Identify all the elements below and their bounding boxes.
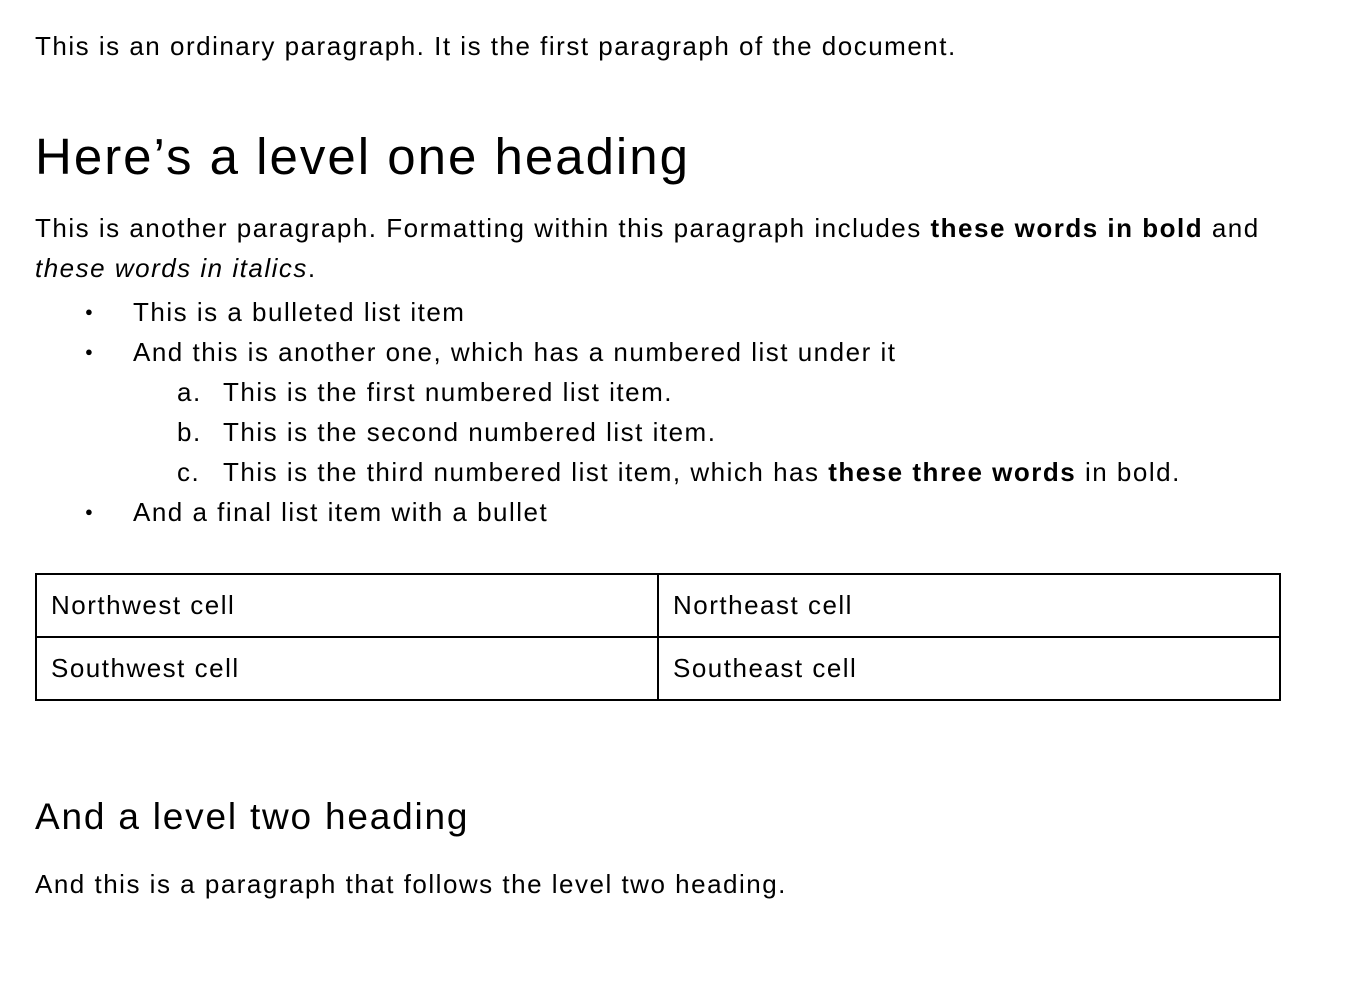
bullet-list-item [35, 292, 1320, 332]
heading-level-1: Here’s a level one heading [35, 128, 690, 185]
table-row [36, 637, 1280, 700]
text-segment-normal: and [1203, 213, 1260, 243]
paragraph-last: And this is a paragraph that follows the level two heading. [35, 869, 787, 899]
numbered-marker: b. [177, 417, 202, 447]
numbered-item-text [223, 452, 1320, 492]
text-segment-normal: . [307, 253, 317, 283]
text-segment-normal: This is a bulleted list item [133, 297, 466, 327]
numbered-item-text [223, 372, 1320, 412]
bullet-list-item [35, 332, 1320, 372]
numbered-list-item [35, 452, 1320, 492]
numbered-list-item [35, 412, 1320, 452]
numbered-item-text [223, 412, 1320, 452]
bulleted-list [35, 292, 1320, 532]
text-segment-italic: these words in italics [35, 253, 308, 283]
bullet-list-item [35, 492, 1320, 532]
table-row [36, 574, 1280, 637]
numbered-marker: a. [177, 377, 202, 407]
bullet-marker: ● [85, 504, 93, 519]
bullet-item-text [133, 292, 1320, 332]
text-segment-normal: This is the third numbered list item, which has [223, 457, 829, 487]
bullet-marker: ● [85, 344, 93, 359]
document-table [35, 573, 1281, 701]
numbered-list-item [35, 372, 1320, 412]
heading-level-2: And a level two heading [35, 796, 470, 837]
bullet-item-text [133, 492, 1320, 532]
text-segment-normal: This is another paragraph. Formatting within this paragraph includes [35, 213, 931, 243]
bullet-item-text [133, 332, 1320, 372]
text-segment-bold: these three words [828, 457, 1077, 487]
table-cell-southwest: Southwest cell [36, 637, 658, 700]
text-segment-normal: This is the first numbered list item. [223, 377, 673, 407]
table-cell-southeast: Southeast cell [658, 637, 1280, 700]
paragraph-first: This is an ordinary paragraph. It is the first paragraph of the document. [35, 31, 957, 61]
paragraph-formatted [35, 208, 1285, 288]
table-cell-northwest: Northwest cell [36, 574, 658, 637]
text-segment-normal: And this is another one, which has a numbered list under it [133, 337, 897, 367]
table-cell-northeast: Northeast cell [658, 574, 1280, 637]
text-segment-normal: And a final list item with a bullet [133, 497, 549, 527]
text-segment-normal: This is the second numbered list item. [223, 417, 717, 447]
numbered-marker: c. [177, 457, 201, 487]
bullet-marker: ● [85, 304, 93, 319]
text-segment-normal: in bold. [1076, 457, 1181, 487]
text-segment-bold: these words in bold [930, 213, 1204, 243]
